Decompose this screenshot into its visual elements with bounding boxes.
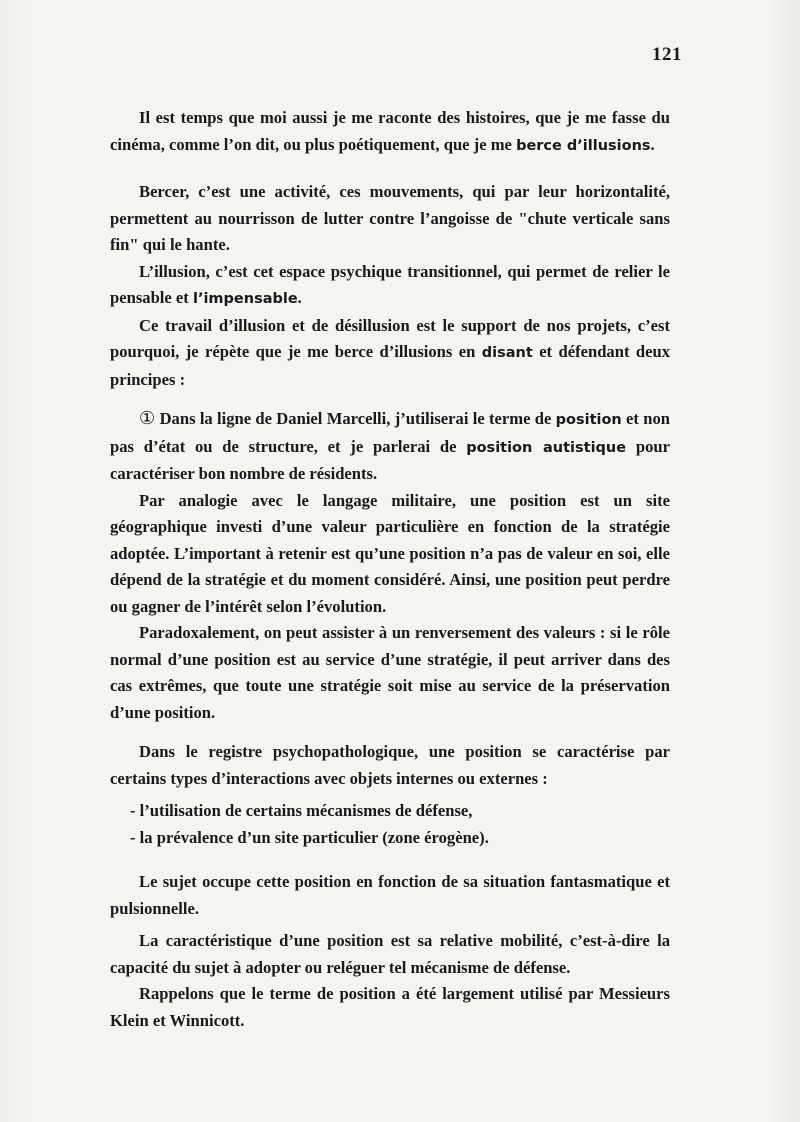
paragraph-3-text: L’illusion, c’est cet espace psychique transitionnel, qui permet de relier le pensable et bbox=[110, 261, 670, 307]
paragraph-4-end: et défendant deux principes : bbox=[110, 342, 670, 389]
paragraph-1-text: Il est temps que moi aussi je me raconte des histoires, que je me fasse du cinéma, comme l’on dit, ou plus poétiquement, que je me bbox=[110, 108, 670, 154]
paragraph-1 bbox=[110, 105, 670, 159]
paragraph-9: Le sujet occupe cette position en fonction de sa situation fantasmatique et pulsionnelle. bbox=[110, 872, 670, 918]
emphasis-position-autistique: position autistique bbox=[466, 439, 627, 456]
paragraph-3 bbox=[110, 259, 670, 313]
emphasis-berce-illusions: berce d’illusions bbox=[516, 137, 651, 154]
paragraph-5 bbox=[110, 406, 670, 488]
emphasis-impensable: l’impensable bbox=[192, 291, 298, 307]
paragraph-3-end: . bbox=[297, 288, 302, 307]
paragraph-4 bbox=[110, 313, 670, 394]
emphasis-position: position bbox=[555, 412, 622, 428]
paragraph-8: Dans le registre psychopathologique, une position se caractérise par certains types d’interactions avec objets internes ou externes : bbox=[110, 742, 670, 788]
list-item: - l’utilisation de certains mécanismes de défense, bbox=[130, 801, 473, 820]
paragraph-7: Paradoxalement, on peut assister à un renversement des valeurs : si le rôle normal d’une position est au service d’une stratégie, il peut arriver dans des cas extrêmes, que toute une stratégie soit mise au service de la préservation d’une position. bbox=[110, 623, 670, 722]
paragraph-2: Bercer, c’est une activité, ces mouvements, qui par leur horizontalité, permettent au nourrisson de lutter contre l’angoisse de "chute verticale sans fin" qui le hante. bbox=[110, 182, 670, 254]
emphasis-disant: disant bbox=[481, 345, 533, 361]
paragraph-5-text-a: Dans la ligne de Daniel Marcelli, j’utiliserai le terme de bbox=[155, 409, 556, 428]
paragraph-5-text-c: pour caractériser bon nombre de résidents. bbox=[110, 436, 670, 483]
list-item: - la prévalence d’un site particulier (zone érogène). bbox=[130, 827, 489, 847]
paragraph-6: Par analogie avec le langage militaire, une position est un site géographique investi d’une valeur particulière en fonction de la stratégie adoptée. L’important à retenir est qu’une position n’a pas de valeur en soi, elle dépend de la stratégie et du moment considéré. Ainsi, une position peut perdre ou gagner de l’intérêt selon l’évolution. bbox=[110, 490, 670, 616]
page-number: 121 bbox=[652, 44, 682, 65]
body-text bbox=[110, 105, 670, 1034]
paragraph-5-text-b: et non pas d’état ou de structure, et je parlerai de bbox=[110, 409, 670, 456]
paragraph-1-end: . bbox=[650, 134, 655, 154]
paragraph-4-text: Ce travail d’illusion et de désillusion est le support de nos projets, c’est pourquoi, je répète que je me berce d’illusions en bbox=[110, 315, 670, 361]
paragraph-10: La caractéristique d’une position est sa relative mobilité, c’est-à-dire la capacité du sujet à adopter ou reléguer tel mécanisme de défense. bbox=[110, 931, 670, 977]
circled-number-one: ① bbox=[139, 408, 156, 429]
paragraph-11: Rappelons que le terme de position a été largement utilisé par Messieurs Klein et Winnicott. bbox=[110, 984, 670, 1030]
defense-list bbox=[110, 798, 670, 851]
